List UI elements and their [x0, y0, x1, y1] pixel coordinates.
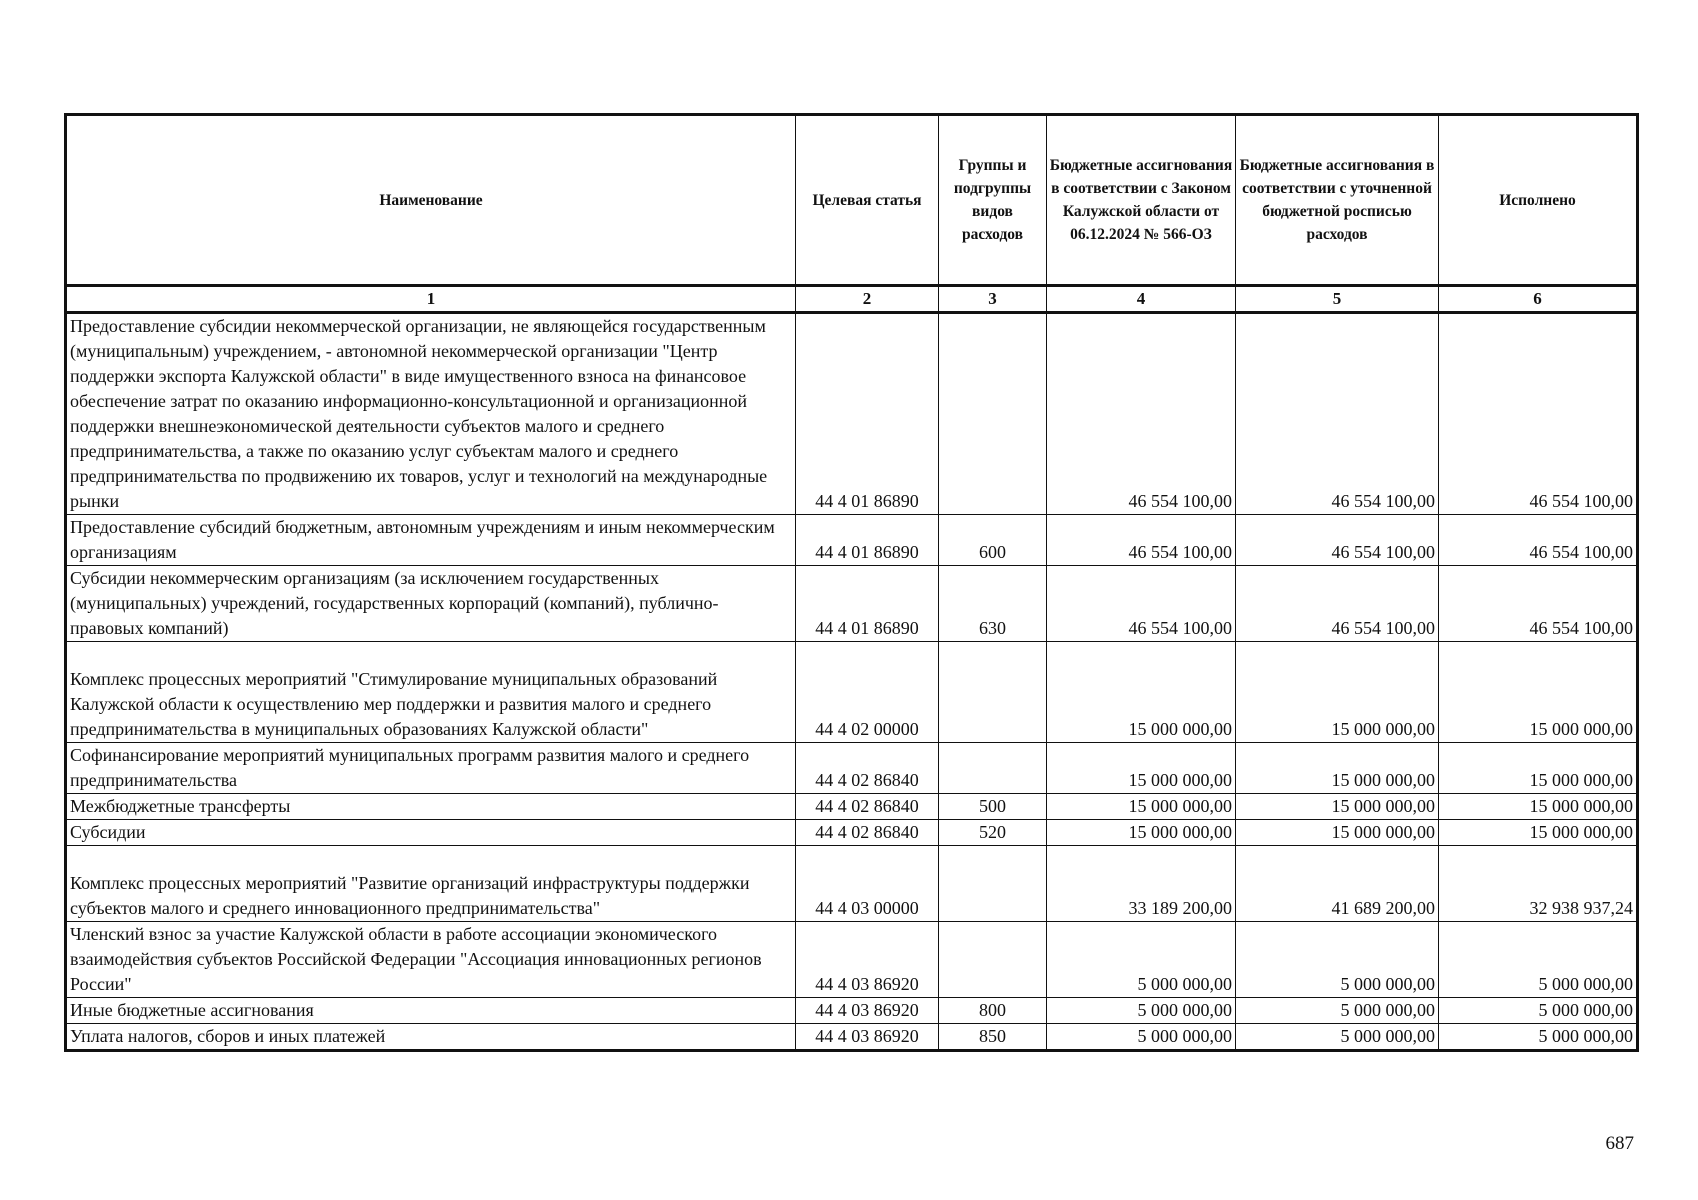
- row-target-code: 44 4 03 00000: [796, 846, 939, 922]
- row-refined-amount: 15 000 000,00: [1236, 794, 1439, 820]
- row-target-code: 44 4 01 86890: [796, 566, 939, 642]
- row-law-amount: 5 000 000,00: [1047, 1024, 1236, 1051]
- row-name: Иные бюджетные ассигнования: [66, 998, 796, 1024]
- row-expense-group: [939, 313, 1047, 515]
- row-name: Межбюджетные трансферты: [66, 794, 796, 820]
- row-name: Комплекс процессных мероприятий "Стимулирование муниципальных образований Калужской области к осуществлению мер поддержки и развития малого и среднего предпринимательства в муниципальных образованиях Калужской области": [66, 642, 796, 743]
- row-executed-amount: 5 000 000,00: [1439, 998, 1638, 1024]
- row-expense-group: 600: [939, 515, 1047, 566]
- row-name: Членский взнос за участие Калужской области в работе ассоциации экономического взаимодействия субъектов Российской Федерации "Ассоциация инновационных регионов России": [66, 922, 796, 998]
- row-law-amount: 15 000 000,00: [1047, 794, 1236, 820]
- budget-table: [64, 113, 1639, 1052]
- row-refined-amount: 41 689 200,00: [1236, 846, 1439, 922]
- column-number: 4: [1047, 286, 1236, 313]
- row-expense-group: [939, 922, 1047, 998]
- page-number: 687: [1605, 1133, 1634, 1154]
- table-row: [66, 1024, 1638, 1051]
- row-refined-amount: 15 000 000,00: [1236, 642, 1439, 743]
- column-number: 3: [939, 286, 1047, 313]
- row-law-amount: 5 000 000,00: [1047, 998, 1236, 1024]
- row-refined-amount: 46 554 100,00: [1236, 313, 1439, 515]
- table-row: [66, 820, 1638, 846]
- table-row: [66, 998, 1638, 1024]
- row-executed-amount: 15 000 000,00: [1439, 743, 1638, 794]
- header-law-appropriations: Бюджетные ассигнования в соответствии с Законом Калужской области от 06.12.2024 № 566-ОЗ: [1047, 115, 1236, 286]
- row-refined-amount: 46 554 100,00: [1236, 566, 1439, 642]
- header-target-article: Целевая статья: [796, 115, 939, 286]
- row-target-code: 44 4 01 86890: [796, 515, 939, 566]
- row-target-code: 44 4 02 86840: [796, 743, 939, 794]
- row-target-code: 44 4 02 86840: [796, 794, 939, 820]
- table-row: [66, 313, 1638, 515]
- row-refined-amount: 15 000 000,00: [1236, 820, 1439, 846]
- row-executed-amount: 46 554 100,00: [1439, 566, 1638, 642]
- row-law-amount: 46 554 100,00: [1047, 313, 1236, 515]
- row-law-amount: 15 000 000,00: [1047, 642, 1236, 743]
- row-expense-group: [939, 743, 1047, 794]
- row-law-amount: 15 000 000,00: [1047, 743, 1236, 794]
- row-executed-amount: 5 000 000,00: [1439, 922, 1638, 998]
- row-executed-amount: 15 000 000,00: [1439, 794, 1638, 820]
- row-refined-amount: 46 554 100,00: [1236, 515, 1439, 566]
- row-refined-amount: 5 000 000,00: [1236, 1024, 1439, 1051]
- row-name: Уплата налогов, сборов и иных платежей: [66, 1024, 796, 1051]
- row-expense-group: [939, 846, 1047, 922]
- row-executed-amount: 46 554 100,00: [1439, 313, 1638, 515]
- column-number: 6: [1439, 286, 1638, 313]
- row-law-amount: 33 189 200,00: [1047, 846, 1236, 922]
- row-executed-amount: 5 000 000,00: [1439, 1024, 1638, 1051]
- table-row: [66, 515, 1638, 566]
- row-expense-group: 500: [939, 794, 1047, 820]
- row-law-amount: 46 554 100,00: [1047, 515, 1236, 566]
- row-target-code: 44 4 02 86840: [796, 820, 939, 846]
- header-refined-appropriations: Бюджетные ассигнования в соответствии с уточненной бюджетной росписью расходов: [1236, 115, 1439, 286]
- row-refined-amount: 5 000 000,00: [1236, 922, 1439, 998]
- table-row: [66, 922, 1638, 998]
- header-expense-groups: Группы и подгруппы видов расходов: [939, 115, 1047, 286]
- table-row: [66, 846, 1638, 922]
- row-target-code: 44 4 02 00000: [796, 642, 939, 743]
- row-expense-group: [939, 642, 1047, 743]
- row-name: Предоставление субсидий бюджетным, автономным учреждениям и иным некоммерческим организациям: [66, 515, 796, 566]
- row-law-amount: 15 000 000,00: [1047, 820, 1236, 846]
- row-name: Софинансирование мероприятий муниципальных программ развития малого и среднего предпринимательства: [66, 743, 796, 794]
- row-target-code: 44 4 01 86890: [796, 313, 939, 515]
- row-executed-amount: 32 938 937,24: [1439, 846, 1638, 922]
- header-executed: Исполнено: [1439, 115, 1638, 286]
- row-target-code: 44 4 03 86920: [796, 1024, 939, 1051]
- row-expense-group: 630: [939, 566, 1047, 642]
- column-number-row: [66, 286, 1638, 313]
- header-row: [66, 115, 1638, 286]
- row-executed-amount: 15 000 000,00: [1439, 642, 1638, 743]
- table-row: [66, 743, 1638, 794]
- column-number: 5: [1236, 286, 1439, 313]
- row-refined-amount: 15 000 000,00: [1236, 743, 1439, 794]
- row-law-amount: 5 000 000,00: [1047, 922, 1236, 998]
- row-executed-amount: 15 000 000,00: [1439, 820, 1638, 846]
- row-name: Субсидии: [66, 820, 796, 846]
- row-executed-amount: 46 554 100,00: [1439, 515, 1638, 566]
- row-law-amount: 46 554 100,00: [1047, 566, 1236, 642]
- row-expense-group: 800: [939, 998, 1047, 1024]
- row-expense-group: 850: [939, 1024, 1047, 1051]
- column-number: 2: [796, 286, 939, 313]
- column-number: 1: [66, 286, 796, 313]
- row-refined-amount: 5 000 000,00: [1236, 998, 1439, 1024]
- row-name: Субсидии некоммерческим организациям (за исключением государственных (муниципальных) учреждений, государственных корпораций (компаний), публично-правовых компаний): [66, 566, 796, 642]
- header-name: Наименование: [66, 115, 796, 286]
- row-name: Комплекс процессных мероприятий "Развитие организаций инфраструктуры поддержки субъектов малого и среднего инновационного предпринимательства": [66, 846, 796, 922]
- row-name: Предоставление субсидии некоммерческой организации, не являющейся государственным (муниципальным) учреждением, - автономной некоммерческой организации "Центр поддержки экспорта Калужской области" в виде имущественного взноса на финансовое обеспечение затрат по оказанию информационно-консультационной и организационной поддержки внешнеэкономической деятельности субъектов малого и среднего предпринимательства, а также по оказанию услуг субъектам малого и среднего предпринимательства по продвижению их товаров, услуг и технологий на международные рынки: [66, 313, 796, 515]
- row-target-code: 44 4 03 86920: [796, 998, 939, 1024]
- table-row: [66, 642, 1638, 743]
- table-row: [66, 566, 1638, 642]
- row-target-code: 44 4 03 86920: [796, 922, 939, 998]
- table-row: [66, 794, 1638, 820]
- row-expense-group: 520: [939, 820, 1047, 846]
